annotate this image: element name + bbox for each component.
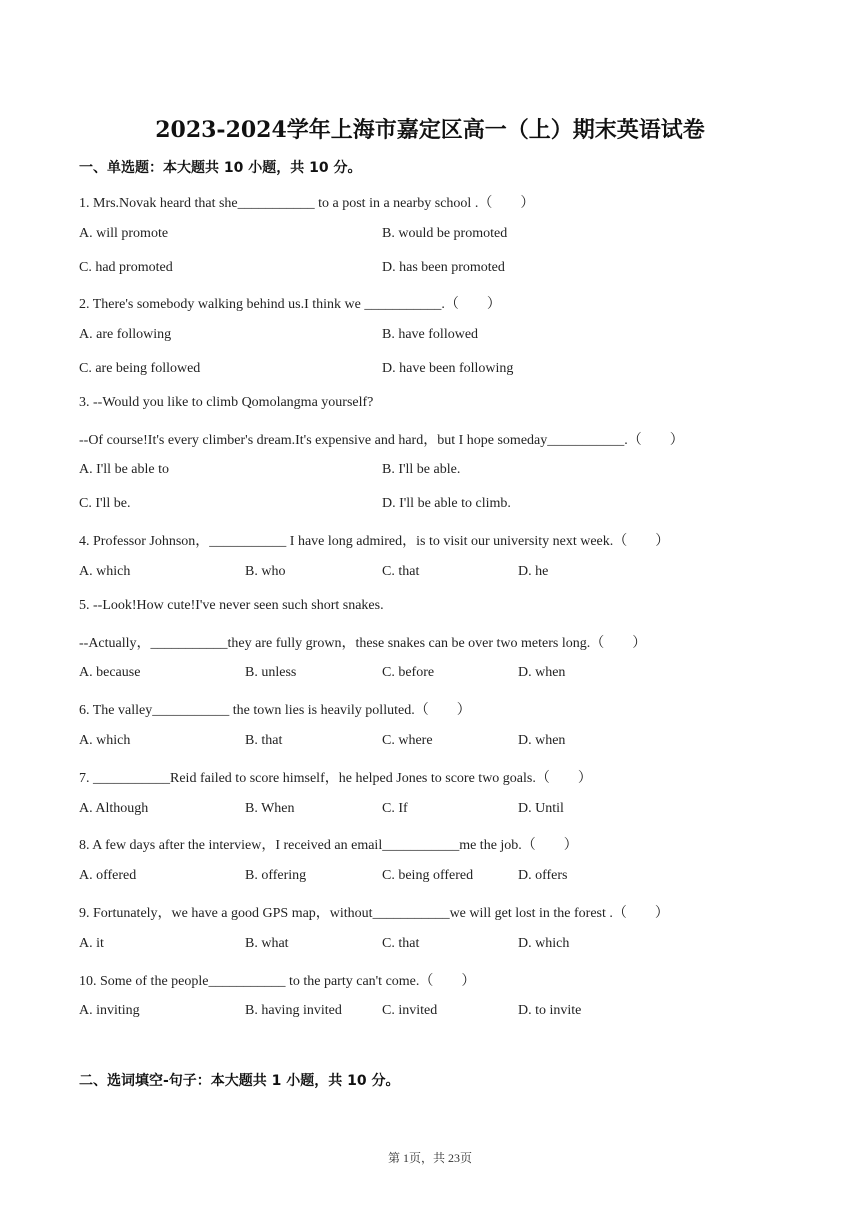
option-b[interactable]: B. When	[245, 801, 295, 816]
question-4: 4. Professor Johnson，___________ I have long admired，is to visit our university next week.（ ）	[79, 534, 670, 549]
question-1-options-row-2	[79, 260, 799, 280]
option-c[interactable]: C. I'll be.	[79, 496, 131, 511]
option-c[interactable]: C. where	[382, 733, 433, 748]
option-c[interactable]: C. If	[382, 801, 408, 816]
option-a[interactable]: A. which	[79, 564, 131, 579]
option-a[interactable]: A. inviting	[79, 1003, 140, 1018]
option-d[interactable]: D. to invite	[518, 1003, 582, 1018]
question-9-options	[79, 936, 799, 956]
option-d[interactable]: D. which	[518, 936, 570, 951]
option-b[interactable]: B. would be promoted	[382, 226, 508, 241]
option-b[interactable]: B. offering	[245, 868, 307, 883]
question-4-options	[79, 564, 799, 584]
question-7-options	[79, 801, 799, 821]
question-5-dialogue: --Actually，___________they are fully grown，these snakes can be over two meters long.（ ）	[79, 636, 647, 651]
option-c[interactable]: C. had promoted	[79, 260, 173, 275]
option-a[interactable]: A. are following	[79, 327, 172, 342]
question-5-options	[79, 665, 799, 685]
option-c[interactable]: C. being offered	[382, 868, 474, 883]
option-c[interactable]: C. are being followed	[79, 361, 201, 376]
option-a[interactable]: A. which	[79, 733, 131, 748]
option-d[interactable]: D. when	[518, 665, 566, 680]
option-d[interactable]: D. Until	[518, 801, 564, 816]
option-a[interactable]: A. it	[79, 936, 104, 951]
section-heading-2: 二、选词填空-句子：本大题共 1 小题，共 10 分。	[79, 1073, 400, 1089]
option-d[interactable]: D. he	[518, 564, 549, 579]
question-9: 9. Fortunately，we have a good GPS map，without___________we will get lost in the forest .（ ）	[79, 906, 669, 921]
question-3-options-row-1	[79, 462, 799, 482]
question-2-options-row-1	[79, 327, 799, 347]
option-b[interactable]: B. who	[245, 564, 286, 579]
question-3-options-row-2	[79, 496, 799, 516]
option-d[interactable]: D. have been following	[382, 361, 514, 376]
question-2-options-row-2	[79, 361, 799, 381]
question-6: 6. The valley___________ the town lies is heavily polluted.（ ）	[79, 703, 471, 718]
question-6-options	[79, 733, 799, 753]
question-10-options	[79, 1003, 799, 1023]
option-c[interactable]: C. invited	[382, 1003, 438, 1018]
option-c[interactable]: C. that	[382, 936, 420, 951]
option-c[interactable]: C. before	[382, 665, 435, 680]
option-a[interactable]: A. will promote	[79, 226, 169, 241]
option-b[interactable]: B. that	[245, 733, 283, 748]
option-b[interactable]: B. having invited	[245, 1003, 342, 1018]
option-c[interactable]: C. that	[382, 564, 420, 579]
question-8: 8. A few days after the interview，I received an email___________me the job.（ ）	[79, 838, 578, 853]
question-3: 3. --Would you like to climb Qomolangma yourself?	[79, 395, 374, 410]
option-b[interactable]: B. what	[245, 936, 289, 951]
option-d[interactable]: D. I'll be able to climb.	[382, 496, 511, 511]
page-footer: 第 1页，共 23页	[387, 1151, 472, 1165]
option-d[interactable]: D. has been promoted	[382, 260, 505, 275]
option-b[interactable]: B. I'll be able.	[382, 462, 461, 477]
question-2: 2. There's somebody walking behind us.I think we ___________.（ ）	[79, 297, 501, 312]
option-b[interactable]: B. have followed	[382, 327, 479, 342]
section-heading-1: 一、单选题：本大题共 10 小题，共 10 分。	[79, 160, 362, 176]
question-1-options-row-1	[79, 226, 799, 246]
question-7: 7. ___________Reid failed to score himself，he helped Jones to score two goals.（ ）	[79, 771, 592, 786]
question-10: 10. Some of the people___________ to the party can't come.（ ）	[79, 974, 476, 989]
option-a[interactable]: A. because	[79, 665, 141, 680]
option-a[interactable]: A. Although	[79, 801, 149, 816]
question-3-dialogue: --Of course!It's every climber's dream.It's expensive and hard，but I hope someday___________.（ ）	[79, 433, 684, 448]
question-8-options	[79, 868, 799, 888]
page-title: 2023-2024学年上海市嘉定区高一（上）期末英语试卷	[155, 117, 705, 143]
question-1: 1. Mrs.Novak heard that she___________ to a post in a nearby school .（ ）	[79, 196, 535, 211]
option-b[interactable]: B. unless	[245, 665, 297, 680]
option-a[interactable]: A. offered	[79, 868, 137, 883]
option-d[interactable]: D. when	[518, 733, 566, 748]
option-a[interactable]: A. I'll be able to	[79, 462, 169, 477]
question-5: 5. --Look!How cute!I've never seen such short snakes.	[79, 598, 384, 613]
option-d[interactable]: D. offers	[518, 868, 568, 883]
